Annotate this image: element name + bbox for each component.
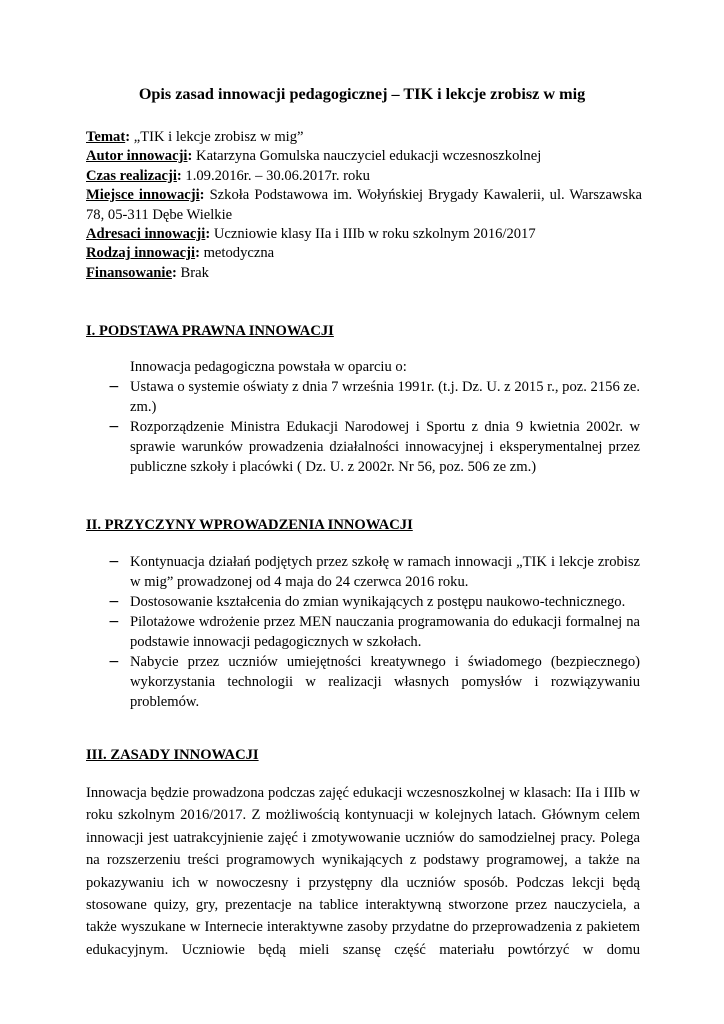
meta-label: Finansowanie xyxy=(86,264,172,281)
meta-value: metodyczna xyxy=(199,245,275,262)
meta-row-rodzaj: Rodzaj innowacji: metodyczna xyxy=(86,245,275,262)
meta-value: Szkoła Podstawowa im. Wołyńskiej Brygady Kawalerii, ul. Warszawska 78, 05-311 Dębe Wielkie xyxy=(86,187,642,223)
section-heading-zasady: III. ZASADY INNOWACJI xyxy=(86,747,259,763)
section-heading-przyczyny: II. PRZYCZYNY WPROWADZENIA INNOWACJI xyxy=(86,517,413,533)
list-item: − Nabycie przez uczniów umiejętności kreatywnego i świadomego (bezpiecznego) wykorzystania technologii w realizacji własnych pomysłów i rozwiązywaniu problemów. xyxy=(108,654,640,710)
meta-row-autor: Autor innowacji: Katarzyna Gomulska nauczyciel edukacji wczesnoszkolnej xyxy=(86,148,542,165)
meta-row-adresaci: Adresaci innowacji: Uczniowie klasy IIa i IIIb w roku szkolnym 2016/2017 xyxy=(86,226,536,243)
dash-bullet-icon: − xyxy=(108,554,120,570)
section-intro: Innowacja pedagogiczna powstała w oparciu o: xyxy=(130,359,407,375)
section-heading-podstawa: I. PODSTAWA PRAWNA INNOWACJI xyxy=(86,323,334,339)
meta-label: Autor innowacji xyxy=(86,148,188,165)
meta-row-temat: Temat: „TIK i lekcje zrobisz w mig” xyxy=(86,129,304,145)
meta-value: Katarzyna Gomulska nauczyciel edukacji wczesnoszkolnej xyxy=(192,148,542,165)
bullet-list-przyczyny xyxy=(86,552,640,712)
metadata-block xyxy=(86,128,642,283)
list-item: − Dostosowanie kształcenia do zmian wynikających z postępu naukowo-technicznego. xyxy=(108,594,626,610)
list-item: − Ustawa o systemie oświaty z dnia 7 września 1991r. (t.j. Dz. U. z 2015 r., poz. 2156 ze. zm.) xyxy=(108,379,640,415)
meta-row-finansowanie: Finansowanie: Brak xyxy=(86,264,209,281)
meta-row-czas: Czas realizacji: 1.09.2016r. – 30.06.2017r. roku xyxy=(86,167,370,184)
document-title: Opis zasad innowacji pedagogicznej – TIK i lekcje zrobisz w mig xyxy=(138,85,586,103)
list-item: − Kontynuacja działań podjętych przez szkołę w ramach innowacji „TIK i lekcje zrobisz w mig” prowadzonej od 4 maja do 24 czerwca 2016 roku. xyxy=(108,554,640,590)
dash-bullet-icon: − xyxy=(108,594,120,610)
dash-bullet-icon: − xyxy=(108,379,120,395)
dash-bullet-icon: − xyxy=(108,419,120,435)
meta-label: Miejsce innowacji xyxy=(86,187,200,204)
dash-bullet-icon: − xyxy=(108,614,120,630)
meta-value: 1.09.2016r. – 30.06.2017r. roku xyxy=(181,167,370,184)
meta-row-miejsce: Miejsce innowacji: Szkoła Podstawowa im. Wołyńskiej Brygady Kawalerii, ul. Warszawska 78, 05-311 Dębe Wielkie xyxy=(86,187,642,223)
section-paragraph: Innowacja będzie prowadzona podczas zajęć edukacji wczesnoszkolnej w klasach: IIa i IIIb w roku szkolnym 2016/2017. Z możliwością kontynuacji w kolejnych latach. Głównym celem innowacji jest uatrakcyjnienie zajęć i zmotywowanie uczniów do samodzielnej pracy. Polega na rozszerzeniu treści programowych wynikających z podstawy programowej, a także na pokazywaniu ich w nowoczesny i przystępny dla uczniów sposób. Podczas lekcji będą stosowane quizy, gry, prezentacje na tablice interaktywną stworzone przez nauczyciela, a także wyszukane w Internecie interaktywne zasoby przydatne do przeprowadzenia z pakietem edukacyjnym. Uczniowie będą mieli szansę część materiału powtórzyć w domu xyxy=(86,785,640,958)
bullet-list-podstawa xyxy=(86,377,640,477)
list-item: − Pilotażowe wdrożenie przez MEN nauczania programowania do edukacji formalnej na podstawie innowacji pedagogicznych w szkołach. xyxy=(108,614,640,650)
dash-bullet-icon: − xyxy=(108,654,120,670)
meta-label: Adresaci innowacji xyxy=(86,226,206,243)
meta-label: Temat xyxy=(86,129,126,145)
meta-label: Rodzaj innowacji xyxy=(86,245,196,262)
list-item: − Rozporządzenie Ministra Edukacji Narodowej i Sportu z dnia 9 kwietnia 2002r. w sprawie warunków prowadzenia działalności innowacyjnej i eksperymentalnej przez publiczne szkoły i placówki ( Dz. U. z 2002r. Nr 56, poz. 506 ze zm.) xyxy=(108,419,640,475)
meta-value: Uczniowie klasy IIa i IIIb w roku szkolnym 2016/2017 xyxy=(210,226,536,243)
meta-label: Czas realizacji xyxy=(86,167,177,184)
meta-value: „TIK i lekcje zrobisz w mig” xyxy=(130,129,304,145)
meta-value: Brak xyxy=(176,264,209,281)
